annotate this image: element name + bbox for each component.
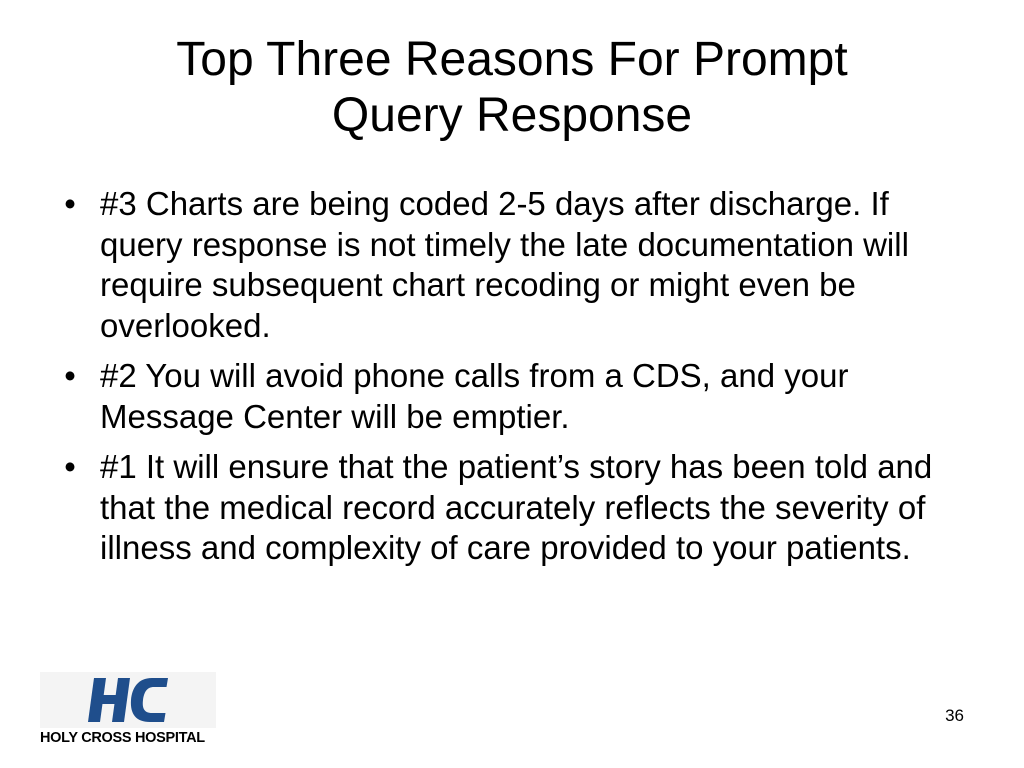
bullet-marker: • <box>64 185 76 222</box>
bullet-marker: • <box>64 448 76 485</box>
holy-cross-hospital-logo <box>40 672 216 748</box>
bullet-text: #2 You will avoid phone calls from a CDS, and your Message Center will be emptier. <box>100 357 849 435</box>
bullet-text: #3 Charts are being coded 2-5 days after discharge. If query response is not timely the late documentation will require subsequent chart recoding or might even be overlooked. <box>100 185 909 344</box>
hospital-name: HOLY CROSS HOSPITAL <box>40 730 205 746</box>
bullet-marker: • <box>64 357 76 394</box>
hc-logo-mark-icon <box>40 672 216 728</box>
bullet-item-reason-2 <box>60 356 970 437</box>
slide-title-line-2: Query Response <box>331 89 693 142</box>
bullet-text: #1 It will ensure that the patient’s story has been told and that the medical record accurately reflects the severity of illness and complexity of care provided to your patients. <box>100 448 933 566</box>
slide-title-line-1: Top Three Reasons For Prompt <box>176 33 848 86</box>
slide-title <box>60 32 964 144</box>
bullet-list <box>60 184 970 579</box>
page-number: 36 <box>945 706 964 725</box>
bullet-item-reason-3 <box>60 184 970 346</box>
bullet-item-reason-1 <box>60 447 970 569</box>
